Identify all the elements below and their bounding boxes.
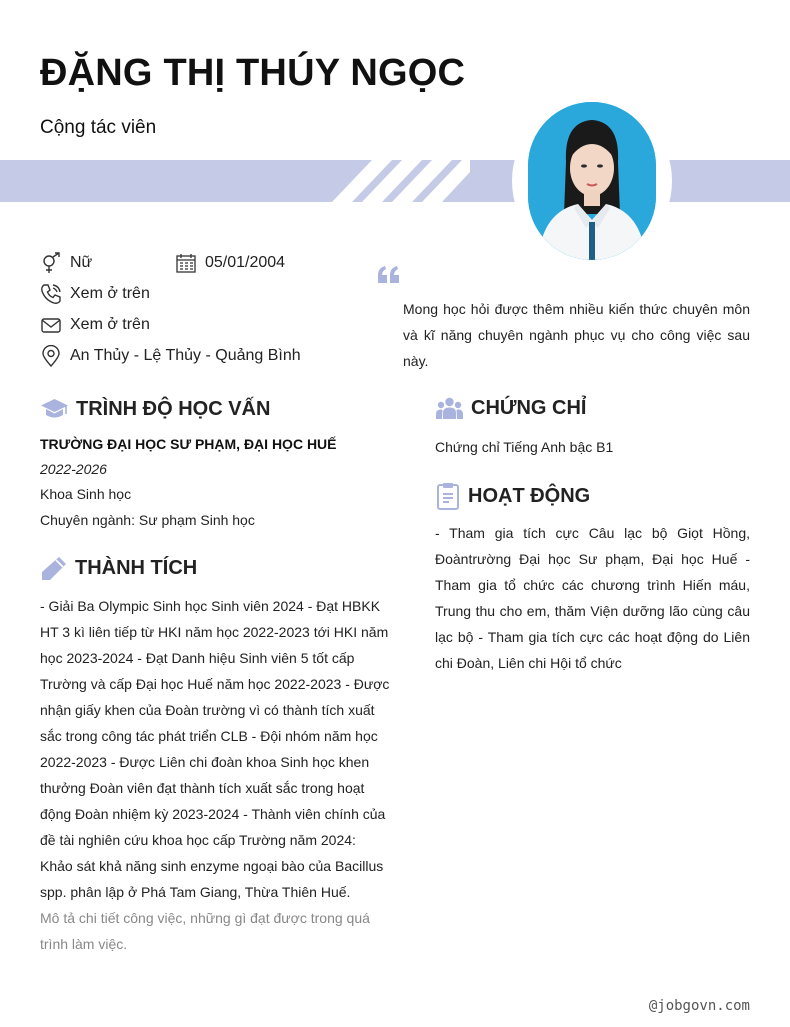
- pencil-icon: [40, 555, 68, 581]
- clipboard-icon: [435, 482, 461, 510]
- certificate-item: Chứng chỉ Tiếng Anh bậc B1: [435, 439, 614, 455]
- avatar: [528, 102, 656, 260]
- contact-birthdate: [175, 252, 285, 274]
- contact-phone: [40, 283, 150, 305]
- mail-icon: [40, 314, 62, 336]
- birthdate-value: 05/01/2004: [205, 254, 286, 271]
- education-heading: [40, 397, 270, 421]
- graduation-cap-icon: [40, 397, 69, 421]
- job-title: Cộng tác viên: [40, 117, 157, 138]
- quote-icon: [377, 264, 401, 284]
- phone-icon: [40, 283, 62, 305]
- group-icon: [435, 396, 464, 420]
- email-value: Xem ở trên: [70, 316, 150, 333]
- address-value: An Thủy - Lệ Thủy - Quảng Bình: [70, 347, 301, 364]
- achievements-heading: [40, 555, 197, 581]
- footer-brand: @jobgovn.com: [648, 998, 750, 1014]
- achievements-description: Mô tả chi tiết công việc, những gì đạt được trong quá trình làm việc.: [40, 910, 370, 952]
- certificates-title: CHỨNG CHỈ: [471, 396, 587, 419]
- portrait-image: [528, 102, 656, 260]
- faculty: Khoa Sinh học: [40, 486, 132, 502]
- contact-email: [40, 314, 150, 336]
- gender-icon: [40, 252, 62, 274]
- activities-heading: [435, 482, 590, 510]
- gender-value: Nữ: [70, 254, 93, 271]
- achievements-text: - Giải Ba Olympic Sinh học Sinh viên 2024 - Đạt HBKK HT 3 kì liên tiếp từ HKI năm học 2022-2023 tới HKI năm học 2023-2024 - Đạt Danh hiệu Sinh viên 5 tốt cấp Trường và cấp Đại học Huế năm học 2022-2023 - Được nhận giấy khen của Đoàn trường vì có thành tích xuất sắc trong công tác phát triển CLB - Đội nhóm năm học 2022-2023 - Được Liên chi đoàn khoa Sinh học khen thưởng Đoàn viên đạt thành tích xuất sắc trong hoạt động Đoàn nhiệm kỳ 2023-2024 - Thành viên chính của đề tài nghiên cứu khoa học cấp Trường năm 2024: Khảo sát khả năng sinh enzyme ngoại bào của Bacillus spp. phân lập ở Phá Tam Giang, Thừa Thiên Huế.: [40, 598, 390, 900]
- career-objective: Mong học hỏi được thêm nhiều kiến thức chuyên môn và kĩ năng chuyên ngành phục vụ cho công việc sau này.: [403, 301, 750, 369]
- education-title: TRÌNH ĐỘ HỌC VẤN: [76, 397, 271, 420]
- activities-title: HOẠT ĐỘNG: [468, 484, 591, 507]
- calendar-icon: [175, 252, 197, 274]
- contact-gender: [40, 252, 92, 274]
- school-name: TRƯỜNG ĐẠI HỌC SƯ PHẠM, ĐẠI HỌC HUẾ: [40, 436, 337, 452]
- contact-address: [40, 345, 301, 367]
- study-years: 2022-2026: [40, 461, 107, 477]
- achievements-title: THÀNH TÍCH: [75, 556, 198, 579]
- certificates-heading: [435, 396, 586, 420]
- phone-value: Xem ở trên: [70, 285, 150, 302]
- activities-text: - Tham gia tích cực Câu lạc bộ Giọt Hồng, Đoàntrường Đại học Sư phạm, Đại học Huế - Tham gia tổ chức các chương trình Hiến máu, Trung thu cho em, thăm Viện dưỡng lão cùng câu lạc bộ - Tham gia tích cực các hoạt động do Liên chi Đoàn, Liên chi Hội tổ chức: [435, 525, 750, 671]
- full-name: ĐẶNG THỊ THÚY NGỌC: [40, 52, 466, 94]
- major: Chuyên ngành: Sư phạm Sinh học: [40, 512, 255, 528]
- location-pin-icon: [40, 345, 62, 367]
- band-stripes: [300, 160, 470, 202]
